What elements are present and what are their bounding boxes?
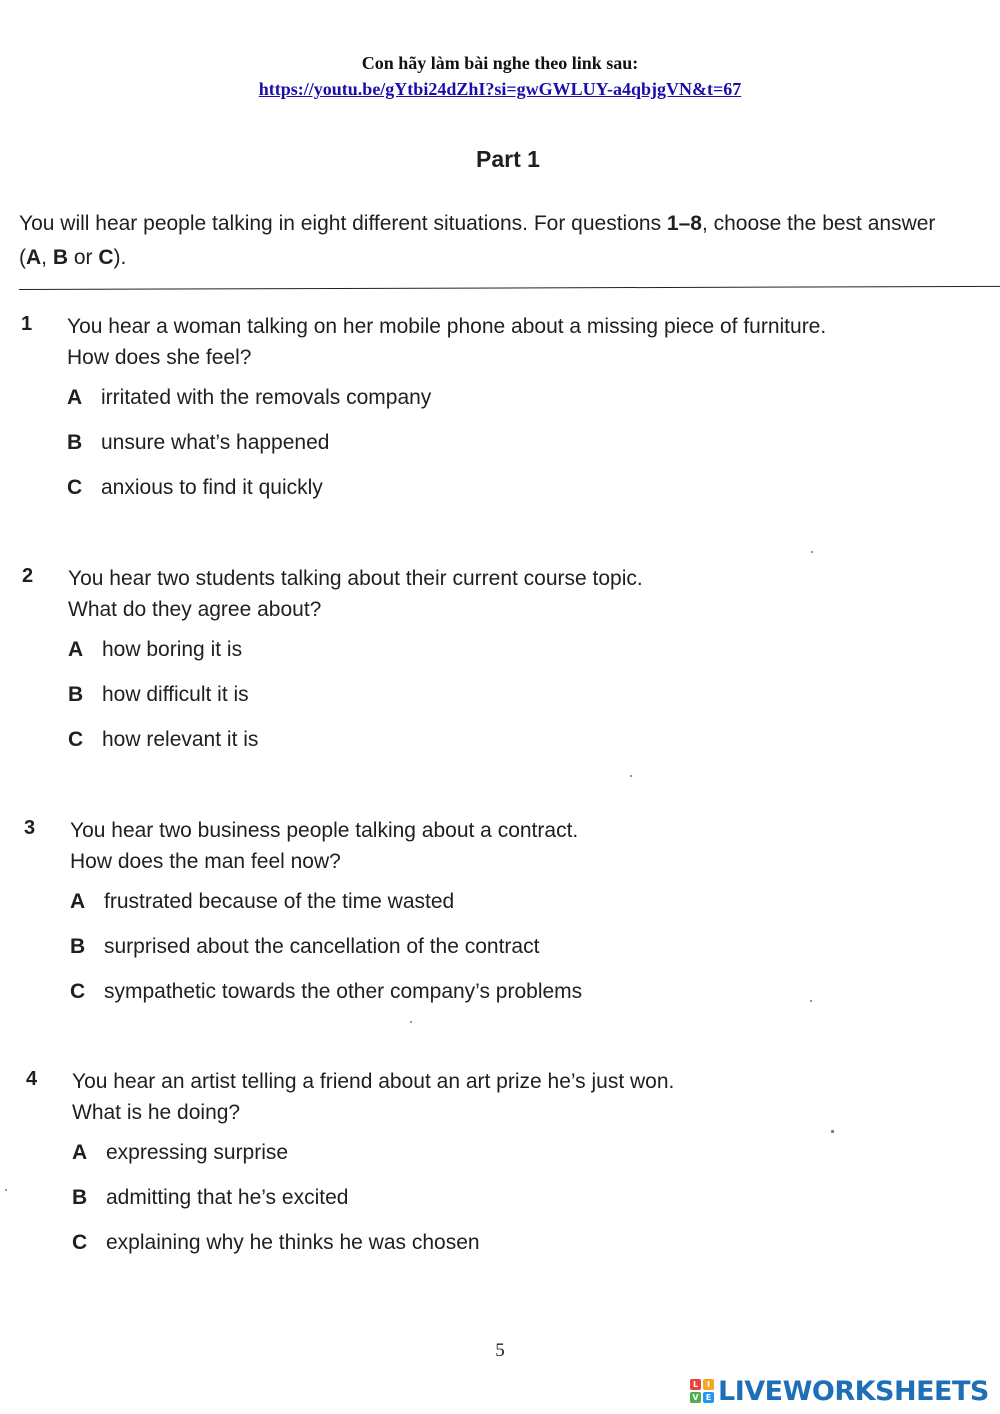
question-stem (72, 1066, 674, 1128)
option-letter: C (72, 1231, 88, 1254)
option-a[interactable] (72, 1141, 288, 1165)
scan-speck (5, 1189, 7, 1191)
choice-b-label: B (52, 246, 69, 269)
header (0, 50, 1000, 102)
question-stem (67, 311, 826, 373)
option-letter: B (70, 935, 86, 958)
option-b[interactable] (72, 1186, 348, 1210)
instructions-text: You will hear people talking in eight different situations. For questions (19, 212, 667, 235)
question-number: 1 (21, 313, 33, 335)
instructions-line-1 (19, 207, 1000, 241)
logo-tile-i: I (703, 1379, 714, 1390)
paren-open: ( (19, 246, 26, 269)
option-c[interactable] (70, 980, 582, 1004)
question-stem-line-1: You hear two students talking about their current course topic. (68, 567, 643, 590)
option-b[interactable] (68, 683, 249, 707)
or-word: or (68, 246, 99, 269)
option-b[interactable] (70, 935, 539, 959)
question-range: 1–8 (666, 212, 702, 235)
instructions (19, 207, 1000, 275)
logo-tile-v: V (690, 1392, 701, 1403)
option-letter: C (70, 980, 86, 1003)
question-stem (68, 563, 643, 625)
option-letter: A (72, 1141, 88, 1164)
option-a[interactable] (67, 386, 431, 410)
option-text: unsure what’s happened (101, 431, 330, 454)
question-number: 3 (24, 817, 36, 839)
option-text: how difficult it is (102, 683, 249, 706)
option-text: surprised about the cancellation of the contract (104, 935, 540, 958)
liveworksheets-logo-icon (690, 1379, 714, 1403)
option-letter: B (68, 683, 84, 706)
scan-speck (811, 551, 813, 553)
option-letter: C (68, 728, 84, 751)
youtube-link[interactable]: https://youtu.be/gYtbi24dZhI?si=gwGWLUY-a4qbjgVN&t=67 (258, 79, 742, 99)
scan-speck (810, 1000, 812, 1002)
option-letter: B (67, 431, 83, 454)
header-instruction: Con hãy làm bài nghe theo link sau: (361, 53, 639, 73)
option-letter: B (72, 1186, 88, 1209)
choice-c-label: C (98, 246, 114, 269)
instructions-text-end: , choose the best answer (701, 212, 936, 235)
option-c[interactable] (68, 728, 258, 752)
option-text: explaining why he thinks he was chosen (106, 1231, 480, 1254)
question-stem-line-2: What is he doing? (72, 1101, 241, 1124)
option-text: frustrated because of the time wasted (104, 890, 455, 913)
option-a[interactable] (68, 638, 242, 662)
question-stem-line-2: What do they agree about? (68, 598, 322, 621)
option-letter: A (70, 890, 86, 913)
part-title: Part 1 (476, 146, 540, 172)
logo-tile-l: L (690, 1379, 701, 1390)
scan-speck (630, 775, 632, 777)
option-text: expressing surprise (106, 1141, 289, 1164)
question-stem-line-1: You hear two business people talking about a contract. (70, 819, 579, 842)
option-letter: A (68, 638, 84, 661)
option-letter: A (67, 386, 83, 409)
logo-tile-e: E (703, 1392, 714, 1403)
option-text: anxious to find it quickly (101, 476, 323, 499)
option-c[interactable] (67, 476, 323, 500)
option-letter: C (67, 476, 83, 499)
scan-speck (410, 1021, 412, 1023)
question-number: 4 (26, 1068, 38, 1090)
option-text: how boring it is (102, 638, 243, 661)
option-a[interactable] (70, 890, 454, 914)
option-text: irritated with the removals company (101, 386, 432, 409)
question-stem-line-2: How does she feel? (67, 346, 252, 369)
page-number: 5 (495, 1340, 505, 1361)
comma: , (41, 246, 53, 269)
option-text: sympathetic towards the other company’s problems (104, 980, 583, 1003)
instructions-line-2 (19, 241, 1000, 275)
scan-speck (831, 1130, 834, 1133)
choice-a-label: A (26, 246, 42, 269)
question-stem-line-2: How does the man feel now? (70, 850, 341, 873)
option-text: how relevant it is (102, 728, 259, 751)
question-stem (70, 815, 578, 877)
question-stem-line-1: You hear an artist telling a friend about an art prize he’s just won. (72, 1070, 675, 1093)
option-b[interactable] (67, 431, 329, 455)
question-stem-line-1: You hear a woman talking on her mobile phone about a missing piece of furniture. (67, 315, 827, 338)
paren-close: ). (113, 246, 127, 269)
divider-line (19, 286, 1000, 290)
question-number: 2 (22, 565, 34, 587)
option-text: admitting that he’s excited (106, 1186, 349, 1209)
liveworksheets-wordmark: LIVEWORKSHEETS (718, 1375, 989, 1407)
option-c[interactable] (72, 1231, 480, 1255)
liveworksheets-brand[interactable] (690, 1374, 989, 1408)
